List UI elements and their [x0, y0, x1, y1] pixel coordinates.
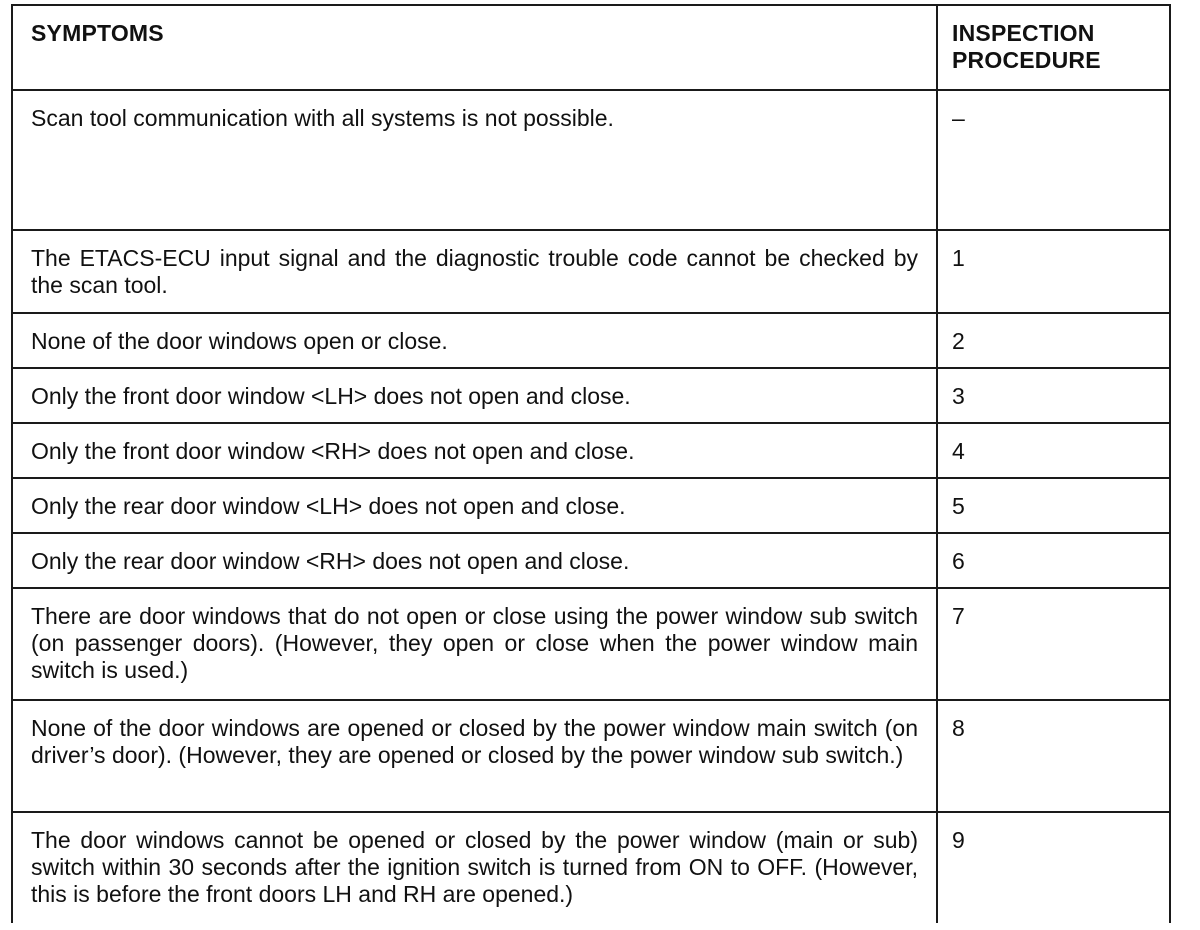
procedure-cell: –: [937, 90, 1170, 230]
symptom-cell: The door windows cannot be opened or closed by the power window (main or sub) switch within 30 seconds after the ignition switch is turned from ON to OFF. (However, this is before the front doors LH and RH are opened.): [12, 812, 937, 923]
symptom-cell: None of the door windows open or close.: [12, 313, 937, 368]
procedure-cell: 7: [937, 588, 1170, 700]
table-row: [12, 423, 1170, 478]
procedure-cell: 2: [937, 313, 1170, 368]
symptom-cell: Only the front door window <LH> does not open and close.: [12, 368, 937, 423]
table-row: [12, 700, 1170, 812]
procedure-header-line2: PROCEDURE: [952, 47, 1101, 73]
table-row: [12, 588, 1170, 700]
procedure-cell: 1: [937, 230, 1170, 313]
procedure-cell: 6: [937, 533, 1170, 588]
symptom-cell: None of the door windows are opened or closed by the power window main switch (on driver’s door). (However, they are opened or closed by the power window sub switch.): [12, 700, 937, 812]
symptom-cell: Only the rear door window <LH> does not open and close.: [12, 478, 937, 533]
procedure-cell: 3: [937, 368, 1170, 423]
symptom-cell: There are door windows that do not open or close using the power window sub switch (on passenger doors). (However, they open or close when the power window main switch is used.): [12, 588, 937, 700]
table-header-row: [12, 5, 1170, 90]
inspection-procedure-column-header: [937, 5, 1170, 90]
symptoms-header-label: SYMPTOMS: [31, 20, 164, 46]
table-row: [12, 313, 1170, 368]
symptom-cell: Scan tool communication with all systems is not possible.: [12, 90, 937, 230]
procedure-header-line1: INSPECTION: [952, 20, 1095, 46]
table-row: [12, 368, 1170, 423]
symptom-cell: Only the rear door window <RH> does not open and close.: [12, 533, 937, 588]
table-row: [12, 478, 1170, 533]
table-row: [12, 812, 1170, 923]
symptoms-column-header: [12, 5, 937, 90]
procedure-cell: 4: [937, 423, 1170, 478]
table-row: [12, 90, 1170, 230]
procedure-cell: 5: [937, 478, 1170, 533]
symptom-cell: The ETACS-ECU input signal and the diagnostic trouble code cannot be checked by the scan tool.: [12, 230, 937, 313]
procedure-cell: 8: [937, 700, 1170, 812]
symptom-table: [11, 4, 1171, 923]
table-row: [12, 230, 1170, 313]
procedure-cell: 9: [937, 812, 1170, 923]
table-row: [12, 533, 1170, 588]
symptom-cell: Only the front door window <RH> does not open and close.: [12, 423, 937, 478]
